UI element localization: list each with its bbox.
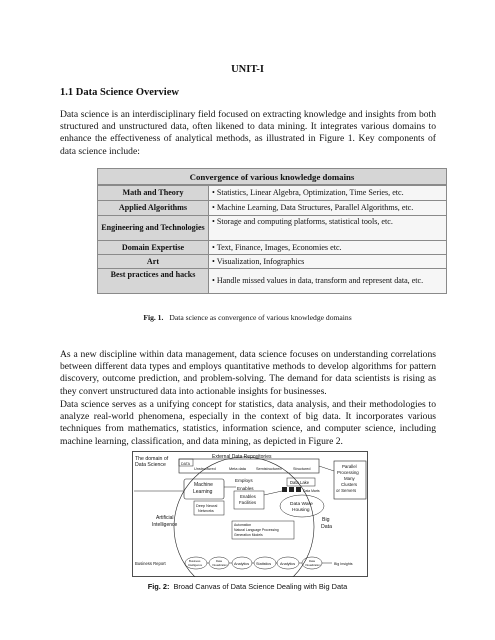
table-row xyxy=(98,269,447,294)
big-insights-label: Big Insights xyxy=(334,562,353,566)
domain-of-ds-label: Data Science xyxy=(135,462,166,468)
figure-1-caption-text: Data science as convergence of various knowledge domains xyxy=(169,313,352,322)
paragraph-discipline: As a new discipline within data management, data science focuses on understanding correlations between different data types and employs quantitative methods to develop algorithms for pattern discovery, outcome prediction, and problem-solving. The demand for data scientists is rising as they convert unstructured data into actionable insights for businesses. xyxy=(60,349,436,397)
ml-label: Learning xyxy=(193,489,213,495)
analytics-label: Analytics xyxy=(234,562,250,566)
ml-label: Machine xyxy=(194,482,213,488)
paragraph-intro: Data science is an interdisciplinary field focused on extracting knowledge and insights from both structured and unstructured data, often likened to data mining. It integrates various domains to enhance the effectiveness of analytical methods, as illustrated in Figure 1. Key components of data science include: xyxy=(60,109,436,157)
domain-cell: Applied Algorithms xyxy=(98,201,209,216)
data-ware-label: Data Ware xyxy=(290,502,313,507)
automation-label: Generation Models xyxy=(234,533,263,537)
parallel-label: Clusters xyxy=(341,482,358,487)
dv2-label: Data xyxy=(309,559,315,563)
parallel-label: Parallel xyxy=(342,464,357,469)
big-data-label: Data xyxy=(321,524,332,530)
items-cell: • Text, Finance, Images, Economies etc. xyxy=(209,241,447,255)
items-cell: • Storage and computing platforms, statistical tools, etc. xyxy=(209,216,447,241)
enables-arrow xyxy=(264,491,282,495)
items-cell: • Visualization, Infographics xyxy=(209,255,447,269)
table-row xyxy=(98,186,447,201)
data-mart-square xyxy=(289,487,294,492)
data-marts-label: Data Marts xyxy=(303,489,320,493)
figure-1-caption-label: Fig. 1. xyxy=(143,313,164,322)
data-ware-label: Housing xyxy=(292,508,310,513)
parallel-label: Many xyxy=(344,476,355,481)
figure-2-caption-label: Fig. 2: xyxy=(147,582,170,591)
bi-label: Intelligence xyxy=(188,563,203,567)
dv-label: Data xyxy=(216,559,222,563)
employs-label: Employs xyxy=(235,478,253,483)
section-heading: 1.1 Data Science Overview xyxy=(60,87,179,98)
items-cell: • Machine Learning, Data Structures, Parallel Algorithms, etc. xyxy=(209,201,447,216)
enables-label: Enables xyxy=(237,486,254,491)
unstructured-label: Unstructured xyxy=(194,467,216,471)
knowledge-domains-table xyxy=(97,185,447,294)
metadata-label: Meta data xyxy=(229,467,246,471)
domain-cell: Math and Theory xyxy=(98,186,209,201)
figure-2-diagram xyxy=(132,451,368,577)
dnn-label: Deep Neural xyxy=(196,504,218,508)
big-data-label: Big xyxy=(322,517,330,523)
semistructured-label: Semistructured xyxy=(256,467,282,471)
automation-label: Natural Language Processing xyxy=(234,528,279,532)
domain-of-ds-label: The domain of xyxy=(135,456,169,462)
parallel-arrow xyxy=(319,466,334,471)
automation-label: Automation xyxy=(234,523,252,527)
domain-cell: Best practices and hacks xyxy=(98,269,209,294)
items-cell: • Statistics, Linear Algebra, Optimization, Time Series, etc. xyxy=(209,186,447,201)
business-report-label: Business Report xyxy=(135,561,166,566)
figure-1-title: Convergence of various knowledge domains xyxy=(97,168,447,185)
figure-1-table xyxy=(97,168,447,305)
figure-2-caption-text: Broad Canvas of Data Science Dealing with Big Data xyxy=(173,582,348,591)
data-mart-square xyxy=(296,487,301,492)
domain-cell: Art xyxy=(98,255,209,269)
ai-label: Artificial xyxy=(156,515,174,521)
domain-cell: Engineering and Technologies xyxy=(98,216,209,241)
unit-title: UNIT-I xyxy=(231,64,264,75)
table-row xyxy=(98,255,447,269)
figure-1-caption xyxy=(0,313,495,322)
ai-label: Intelligence xyxy=(152,522,178,528)
parallel-label: Processing xyxy=(337,470,359,475)
data-tag-label: DATA xyxy=(181,462,191,466)
table-row xyxy=(98,201,447,216)
table-row xyxy=(98,216,447,241)
parallel-label: or Servers xyxy=(336,488,357,493)
dv2-label: Visualization xyxy=(305,563,321,567)
table-row xyxy=(98,241,447,255)
analytics2-label: Analytics xyxy=(280,562,296,566)
data-mart-square xyxy=(282,487,287,492)
structured-label: Structured xyxy=(293,467,311,471)
items-cell: • Handle missed values in data, transform and represent data, etc. xyxy=(209,269,447,294)
figure-2-caption xyxy=(0,582,495,591)
domain-cell: Domain Expertise xyxy=(98,241,209,255)
data-lake-label: Data Lake xyxy=(290,480,310,485)
statistics-label: Statistics xyxy=(256,562,272,566)
dnn-label: Networks xyxy=(198,509,214,513)
enables-facilities-label: Facilities xyxy=(239,500,257,505)
paragraph-unifying: Data science serves as a unifying concept for statistics, data analysis, and their methodologies to analyze real-world phenomena, especially in the context of big data. It incorporates various techniques from mathematics, statistics, information science, and computer science, including machine learning, classification, and data mining, as depicted in Figure 2. xyxy=(60,399,436,447)
dv-label: Visualization xyxy=(212,563,228,567)
bi-label: Business xyxy=(189,559,201,563)
big-data-canvas-diagram xyxy=(132,451,368,577)
external-repos-label: External Data Repositories xyxy=(212,454,272,460)
enables-facilities-label: Enables xyxy=(240,494,256,499)
